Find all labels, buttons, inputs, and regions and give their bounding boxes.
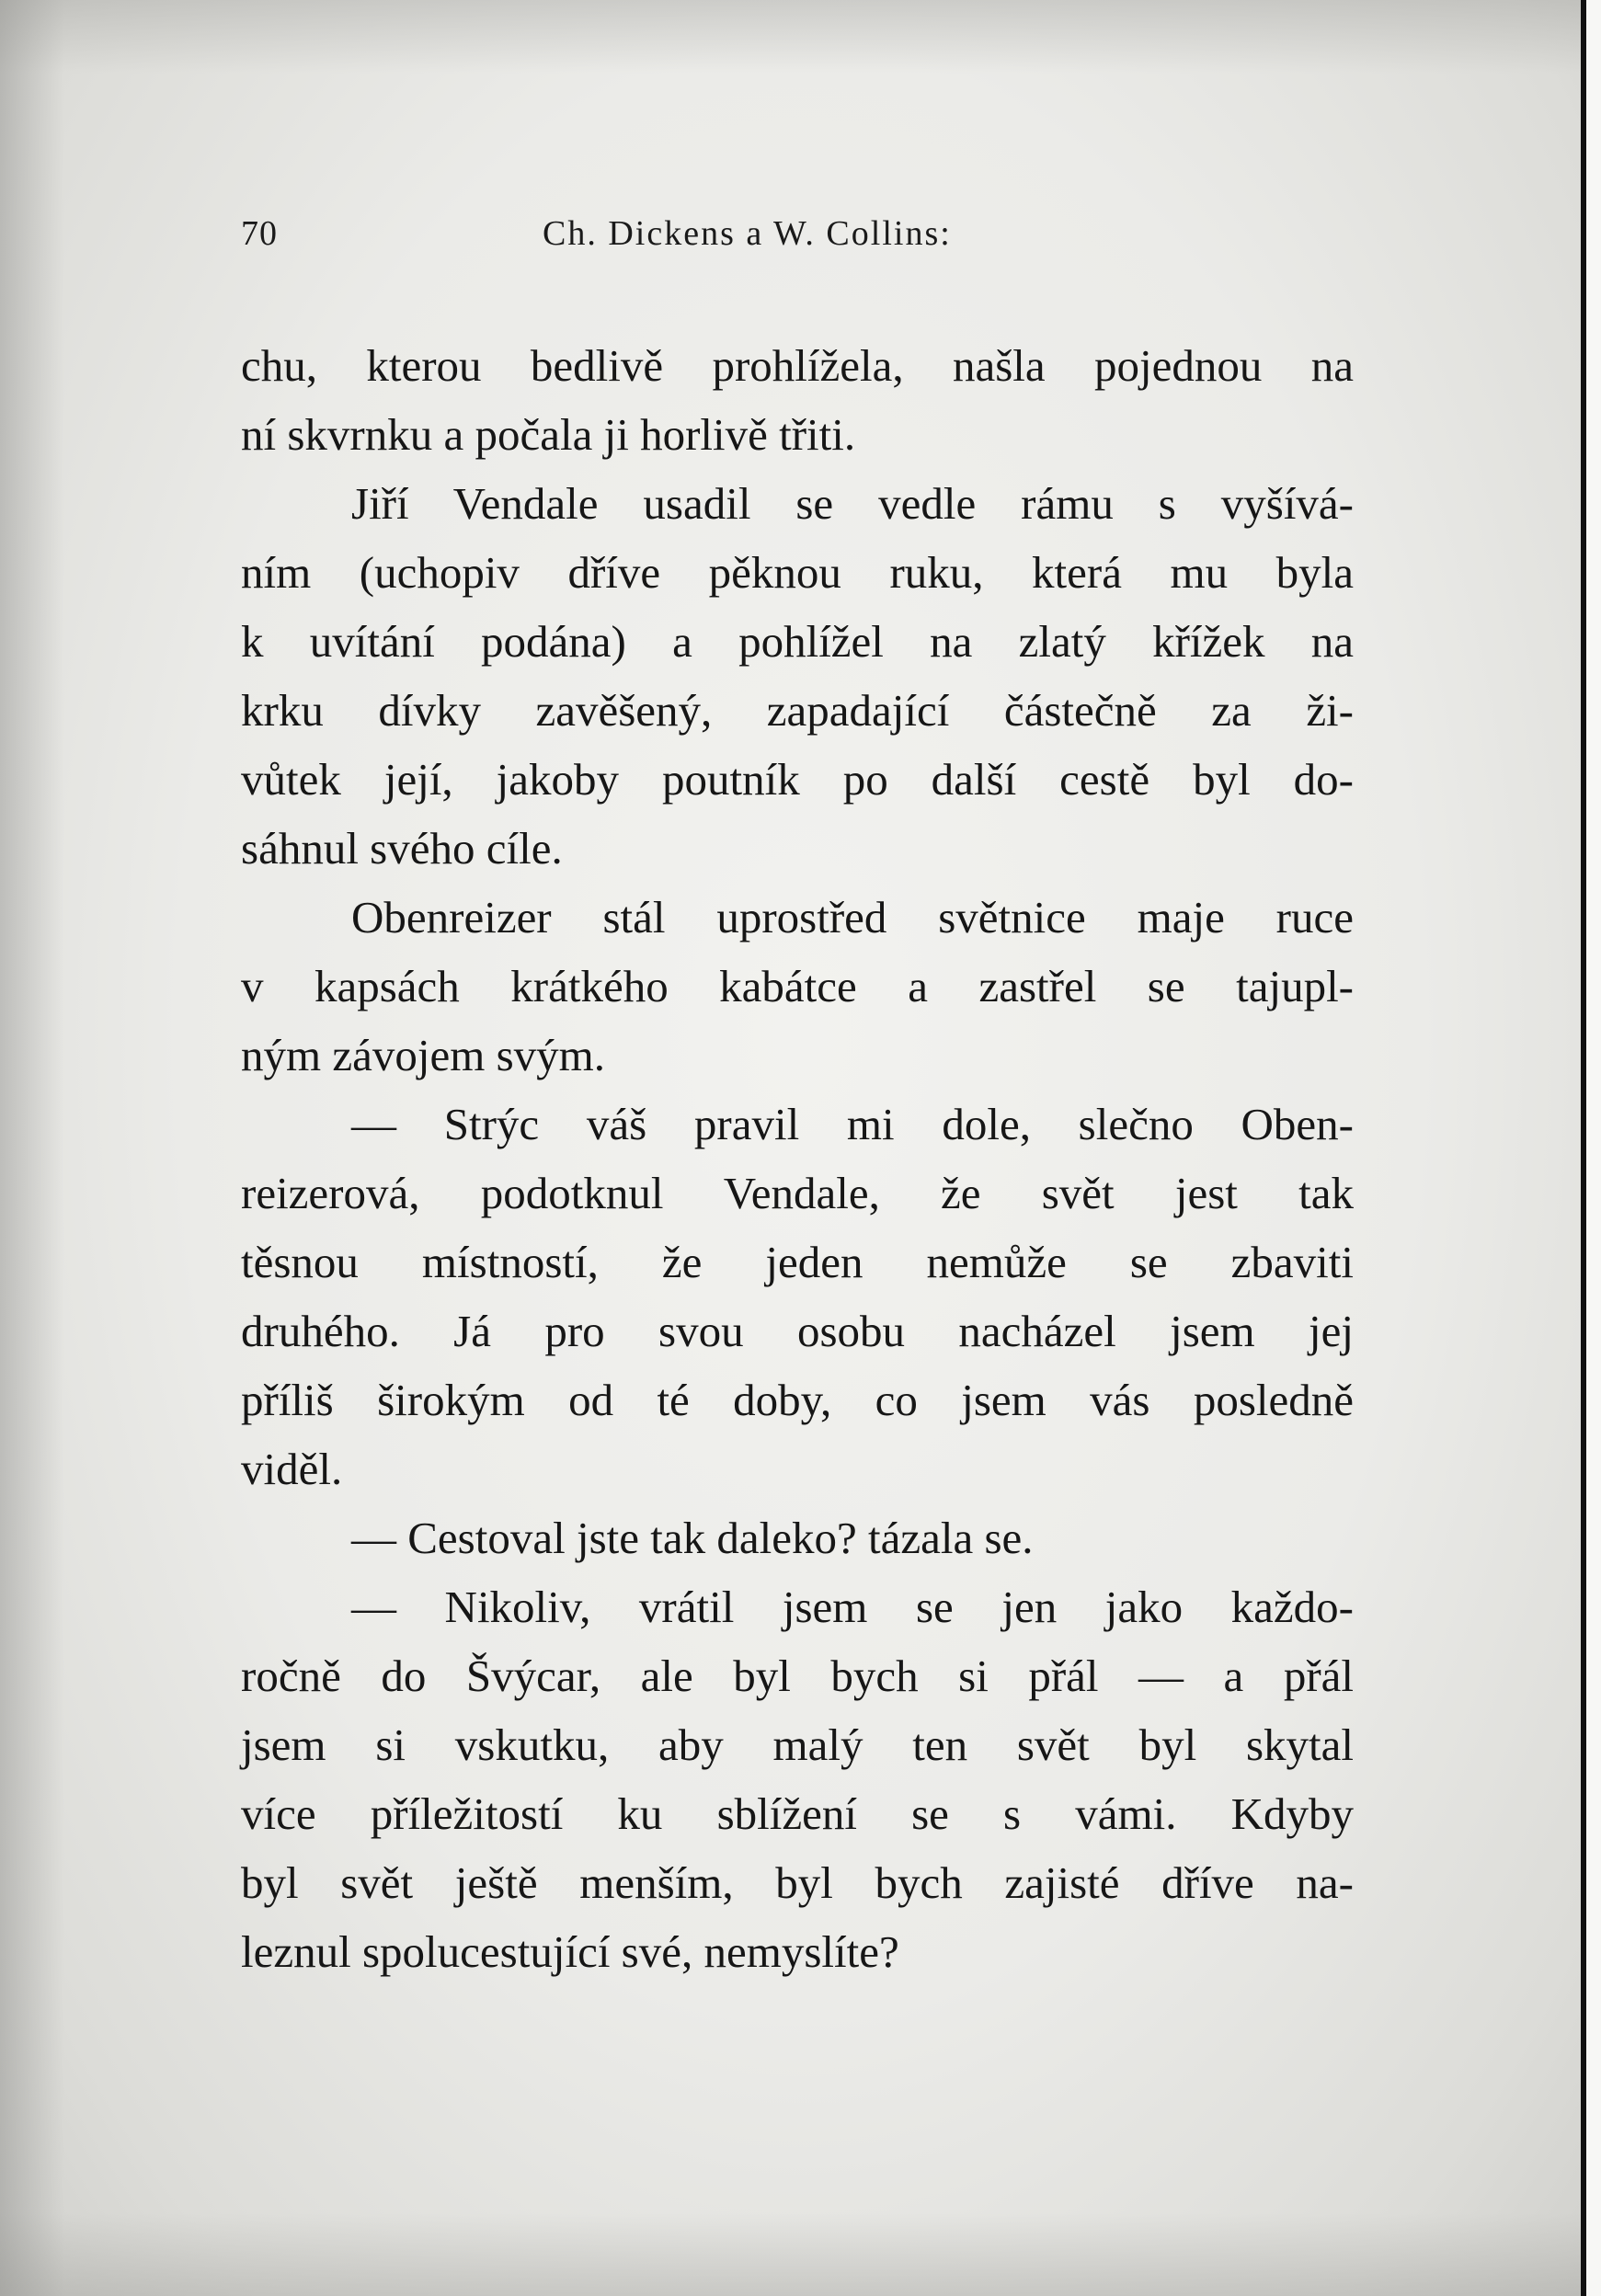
text-line: krku dívky zavěšený, zapadající částečně za ži- — [241, 685, 1354, 736]
page-right-edge — [1581, 0, 1601, 2296]
text-line: Obenreizer stál uprostřed světnice maje ruce — [351, 892, 1354, 942]
text-line: ným závojem svým. — [241, 1030, 606, 1080]
text-line: — Cestoval jste tak daleko? tázala se. — [351, 1513, 1034, 1563]
running-head — [241, 213, 1344, 268]
text-line: ní skvrnku a počala ji horlivě třiti. — [241, 409, 856, 460]
text-line: vůtek její, jakoby poutník po další cestě byl do- — [241, 754, 1354, 805]
text-line: příliš širokým od té doby, co jsem vás posledně — [241, 1375, 1354, 1425]
text-line: viděl. — [241, 1444, 343, 1494]
scan-top-shadow — [0, 0, 1601, 74]
text-line: těsnou místností, že jeden nemůže se zbaviti — [241, 1237, 1354, 1287]
text-line: Jiří Vendale usadil se vedle rámu s vyšívá- — [351, 478, 1354, 529]
text-line: chu, kterou bedlivě prohlížela, našla pojednou na — [241, 340, 1354, 391]
page-number: 70 — [241, 214, 278, 253]
text-line: sáhnul svého cíle. — [241, 823, 563, 874]
paragraph — [241, 883, 1354, 1090]
paragraph — [241, 1572, 1354, 1986]
text-line: leznul spolucestující své, nemyslíte? — [241, 1926, 899, 1977]
paragraph — [241, 1503, 1354, 1572]
running-title: Ch. Dickens a W. Collins: — [543, 214, 952, 253]
text-line: jsem si vskutku, aby malý ten svět byl skytal — [241, 1719, 1354, 1770]
text-line: k uvítání podána) a pohlížel na zlatý křížek na — [241, 616, 1354, 667]
text-line: reizerová, podotknul Vendale, že svět jest tak — [241, 1168, 1354, 1218]
paragraph — [241, 331, 1354, 469]
text-line: — Strýc váš pravil mi dole, slečno Oben- — [351, 1099, 1354, 1149]
text-line: více příležitostí ku sblížení se s vámi. Kdyby — [241, 1788, 1354, 1839]
text-line: druhého. Já pro svou osobu nacházel jsem jej — [241, 1306, 1354, 1356]
scan-left-shadow — [0, 0, 64, 2296]
paragraph — [241, 1090, 1354, 1503]
text-line: byl svět ještě menším, byl bych zajisté dříve na- — [241, 1857, 1354, 1908]
body-text — [241, 331, 1354, 1986]
text-line: — Nikoliv, vrátil jsem se jen jako každo- — [351, 1582, 1354, 1632]
text-line: ním (uchopiv dříve pěknou ruku, která mu byla — [241, 547, 1354, 598]
paragraph — [241, 469, 1354, 883]
scan-bottom-shadow — [0, 2213, 1601, 2296]
text-line: ročně do Švýcar, ale byl bych si přál — a přál — [241, 1651, 1354, 1701]
text-line: v kapsách krátkého kabátce a zastřel se tajupl- — [241, 961, 1354, 1011]
